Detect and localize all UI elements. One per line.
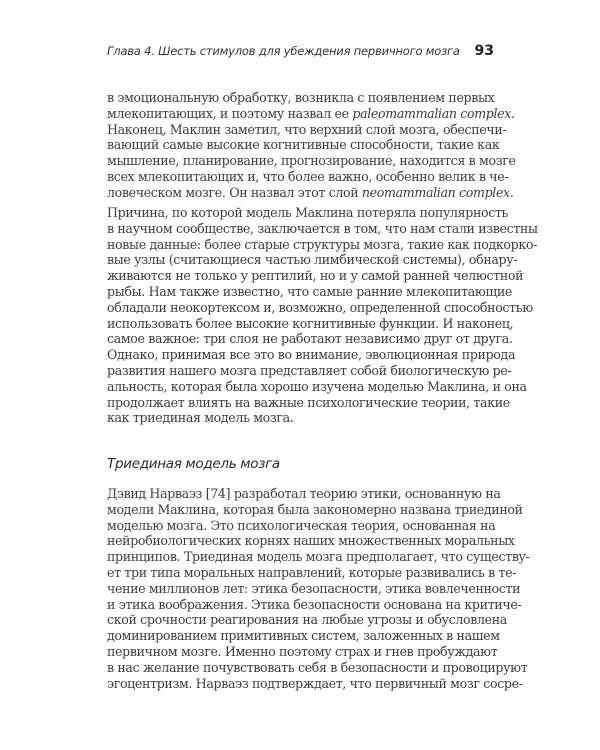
text-line xyxy=(107,153,516,169)
line-text: в эмоциональную обработку, возникла с появлением первых xyxy=(107,90,495,105)
line-text: и этика воображения. Этика безопасности основана на критиче- xyxy=(107,596,522,612)
line-text: Причина, по которой модель Маклина потеряла популярность xyxy=(107,205,509,220)
text-line xyxy=(107,137,500,153)
running-title: Глава 4. Шесть стимулов для убеждения первичного мозга xyxy=(107,44,460,58)
line-text: ловеческом мозге. Он назвал этот слой xyxy=(107,184,362,200)
text-line xyxy=(107,268,524,284)
text-line xyxy=(107,236,538,253)
text-line xyxy=(107,252,518,268)
text-line xyxy=(107,168,509,185)
line-text: доминированием примитивных систем, заложенных в нашем xyxy=(107,628,500,644)
line-text: вающий самые высокие когнитивные способности, такие как xyxy=(107,137,500,153)
text-line xyxy=(107,596,522,613)
text-line xyxy=(107,659,528,676)
line-text: рыбы. Нам также известно, что самые ранние млекопитающие xyxy=(107,283,512,299)
line-text: моделью мозга. Это психологическая теория, основанная на xyxy=(107,517,496,533)
line-text: . xyxy=(509,184,514,200)
text-line xyxy=(107,121,507,138)
text-line xyxy=(107,331,513,347)
line-text: ской срочности реагирования на любые угрозы и обусловлена xyxy=(107,612,507,628)
line-text: продолжает влиять на важные психологические теории, такие xyxy=(107,394,510,410)
line-text: Наконец, Маклин заметил, что верхний слой мозга, обеспечи- xyxy=(107,121,507,137)
line-text: как триединая модель мозга. xyxy=(107,410,294,426)
line-text: самое важное: три слоя не работают независимо друг от друга. xyxy=(107,331,513,347)
line-text: обладали неокортексом и, возможно, определенной способностью xyxy=(107,299,533,315)
text-line xyxy=(107,486,501,502)
text-line xyxy=(107,299,533,316)
line-text: модели Маклина, которая была закономерно названа триединой xyxy=(107,501,523,517)
text-line xyxy=(107,564,517,581)
text-line xyxy=(107,549,530,565)
line-text: всех млекопитающих и, что более важно, особенно велик в че- xyxy=(107,168,509,184)
line-text: в научном сообществе, заключается в том, что нам стали известны xyxy=(107,220,538,236)
text-line xyxy=(107,628,500,644)
line-text: вые узлы (считающиеся частью лимбической системы), обнару- xyxy=(107,252,518,268)
text-line xyxy=(107,612,507,628)
text-line xyxy=(107,220,538,237)
line-text: чение миллионов лет: этика безопасности, этика вовлеченности xyxy=(107,580,521,596)
line-text: эгоцентризм. Нарваэз подтверждает, что первичный мозг сосре- xyxy=(107,675,523,691)
text-line xyxy=(107,517,496,534)
line-text: млекопитающих, и поэтому назвал ее xyxy=(107,105,353,121)
page-header xyxy=(107,43,494,59)
text-line xyxy=(107,394,510,411)
line-text: ет три типа моральных направлений, которые развивались в те- xyxy=(107,564,517,580)
line-text: альность, которая была хорошо изучена моделью Маклина, и она xyxy=(107,378,527,394)
line-text: первичном мозге. Именно поэтому страх и гнев пробуждают xyxy=(107,643,498,659)
text-line xyxy=(107,580,521,597)
text-line xyxy=(107,184,514,201)
line-text: Однако, принимая все это во внимание, эволюционная природа xyxy=(107,347,516,363)
text-line xyxy=(107,347,516,363)
paragraph xyxy=(107,205,538,426)
italic-term: paleomammalian complex xyxy=(352,105,512,121)
text-line xyxy=(107,362,512,379)
text-line xyxy=(107,205,509,221)
line-text: мышление, планирование, прогнозирование, находится в мозге xyxy=(107,153,516,169)
text-line xyxy=(107,90,493,106)
paragraph xyxy=(107,486,530,691)
line-text: в нас желание почувствовать себя в безопасности и провоцируют xyxy=(107,659,528,675)
line-text: живаются не только у рептилий, но и у самой ранней челюстной xyxy=(107,268,524,284)
line-text: Дэвид Нарваэз [74] разработал теорию этики, основанную на xyxy=(107,486,501,501)
page-number: 93 xyxy=(474,43,494,59)
text-line xyxy=(107,643,498,660)
text-line xyxy=(107,501,523,518)
text-line xyxy=(107,378,527,395)
text-line xyxy=(107,533,515,549)
text-line xyxy=(107,105,515,122)
paragraph xyxy=(107,90,516,201)
text-line xyxy=(107,675,523,692)
line-text: принципов. Триединая модель мозга предполагает, что существу- xyxy=(107,549,530,565)
section-heading: Триединая модель мозга xyxy=(107,456,280,472)
text-line xyxy=(107,315,514,332)
line-text: . xyxy=(511,105,515,121)
text-line xyxy=(107,410,493,426)
italic-term: neomammalian complex xyxy=(361,184,510,200)
line-text: развития нашего мозга представляет собой биологическую ре- xyxy=(107,362,512,378)
text-line xyxy=(107,283,512,300)
line-text: новые данные: более старые структуры мозга, такие как подкорко- xyxy=(107,236,538,252)
line-text: нейробиологических корнях наших множественных моральных xyxy=(107,533,515,549)
line-text: использовать более высокие когнитивные функции. И наконец, xyxy=(107,315,514,331)
